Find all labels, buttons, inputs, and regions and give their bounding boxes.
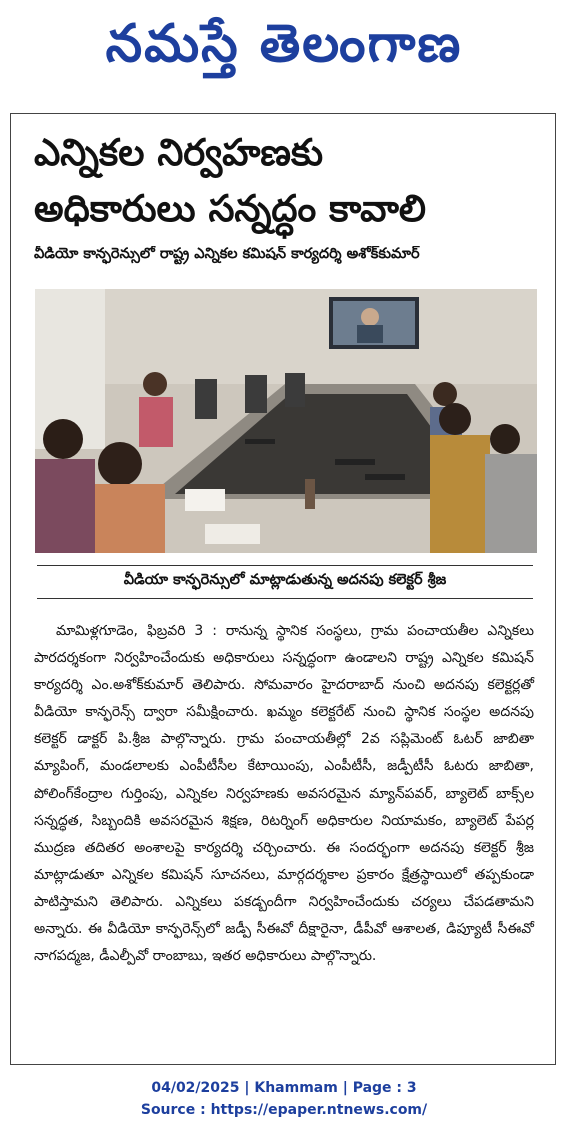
masthead-title: నమస్తే తెలంగాణ — [105, 13, 463, 74]
article-body — [34, 618, 534, 970]
footer-source: Source : https://epaper.ntnews.com/ — [140, 1102, 428, 1118]
newspaper-masthead — [0, 0, 568, 100]
headline-line-2: అధికారులు సన్నద్ధం కావాలి — [34, 187, 426, 230]
article-headline — [34, 125, 534, 237]
article-photo — [35, 289, 537, 553]
headline-line-1: ఎన్నికల నిర్వహణకు — [34, 131, 324, 174]
article-subheadline: వీడియో కాన్ఫరెన్సులో రాష్ట్ర ఎన్నికల కమిషన్‌ కార్యదర్శి అశోక్‌కుమార్‌ — [34, 246, 420, 262]
footer-date-edition: 04/02/2025 | Khammam | Page : 3 — [151, 1080, 417, 1096]
photo-caption: వీడియా కాన్ఫరెన్సులో మాట్లాడుతున్న అదనపు కలెక్టర్‌ శ్రీజ — [37, 565, 533, 599]
article-body-text: మామిళ్లగూడెం, ఫిబ్రవరి 3 : రానున్న స్థానిక సంస్థలు, గ్రామ పంచాయతీల ఎన్నికలు పారదర్శకంగా నిర్వహించేందుకు అధికారులు సన్నద్ధంగా ఉండాలని రాష్ట్ర ఎన్నికల కమిషన్‌ కార్యదర్శి ఎం.అశోక్‌కుమార్‌ తెలిపారు. సోమవారం హైదరాబాద్‌ నుంచి అదనపు కలెక్టర్లతో వీడియో కాన్ఫరెన్స్‌ ద్వారా సమీక్షించారు. ఖమ్మం కలెక్టరేట్‌ నుంచి స్థానిక సంస్థల అదనపు కలెక్టర్‌ డాక్టర్‌ పి.శ్రీజ పాల్గొన్నారు. గ్రామ పంచాయతీల్లో 2వ సప్లిమెంట్‌ ఓటర్‌ జాబితా మ్యాపింగ్‌, మండలాలకు ఎంపీటీసీల కేటాయింపు, ఎంపీటీసీ, జడ్పీటీసీ ఓటరు జాబితా, పోలింగ్‌కేంద్రాల గుర్తింపు, ఎన్నికల నిర్వహణకు అవసరమైన మ్యాన్‌పవర్‌, బ్యాలెట్‌ బాక్స్‌ల సన్నద్ధత, సిబ్బందికి అవసరమైన శిక్షణ, రిటర్నింగ్‌ అధికారుల నియామకం, బ్యాలెట్‌ పేపర్ల ముద్రణ తదితర అంశాలపై కార్యదర్శి చర్చించారు. ఈ సందర్భంగా అదనపు కలెక్టర్‌ శ్రీజ మాట్లాడుతూ ఎన్నికల కమిషన్‌ సూచనలు, మార్గదర్శకాల ప్రకారం క్షేత్రస్థాయిలో తప్పకుండా పాటిస్తామని తెలిపారు. ఎన్నికలు పకడ్బందీగా నిర్వహించేందుకు చర్యలు చేపడతామని అన్నారు. ఈ వీడియో కాన్ఫరెన్స్‌లో జడ్పీ సీఈవో దీక్షారైనా, డీపీవో ఆశాలత, డిప్యూటీ సీఈవో నాగపద్మజ, డీఎల్పీవో రాంబాబు, ఇతర అధికారులు పాల్గొన్నారు. — [34, 623, 534, 965]
video-conference-photo — [35, 289, 537, 553]
